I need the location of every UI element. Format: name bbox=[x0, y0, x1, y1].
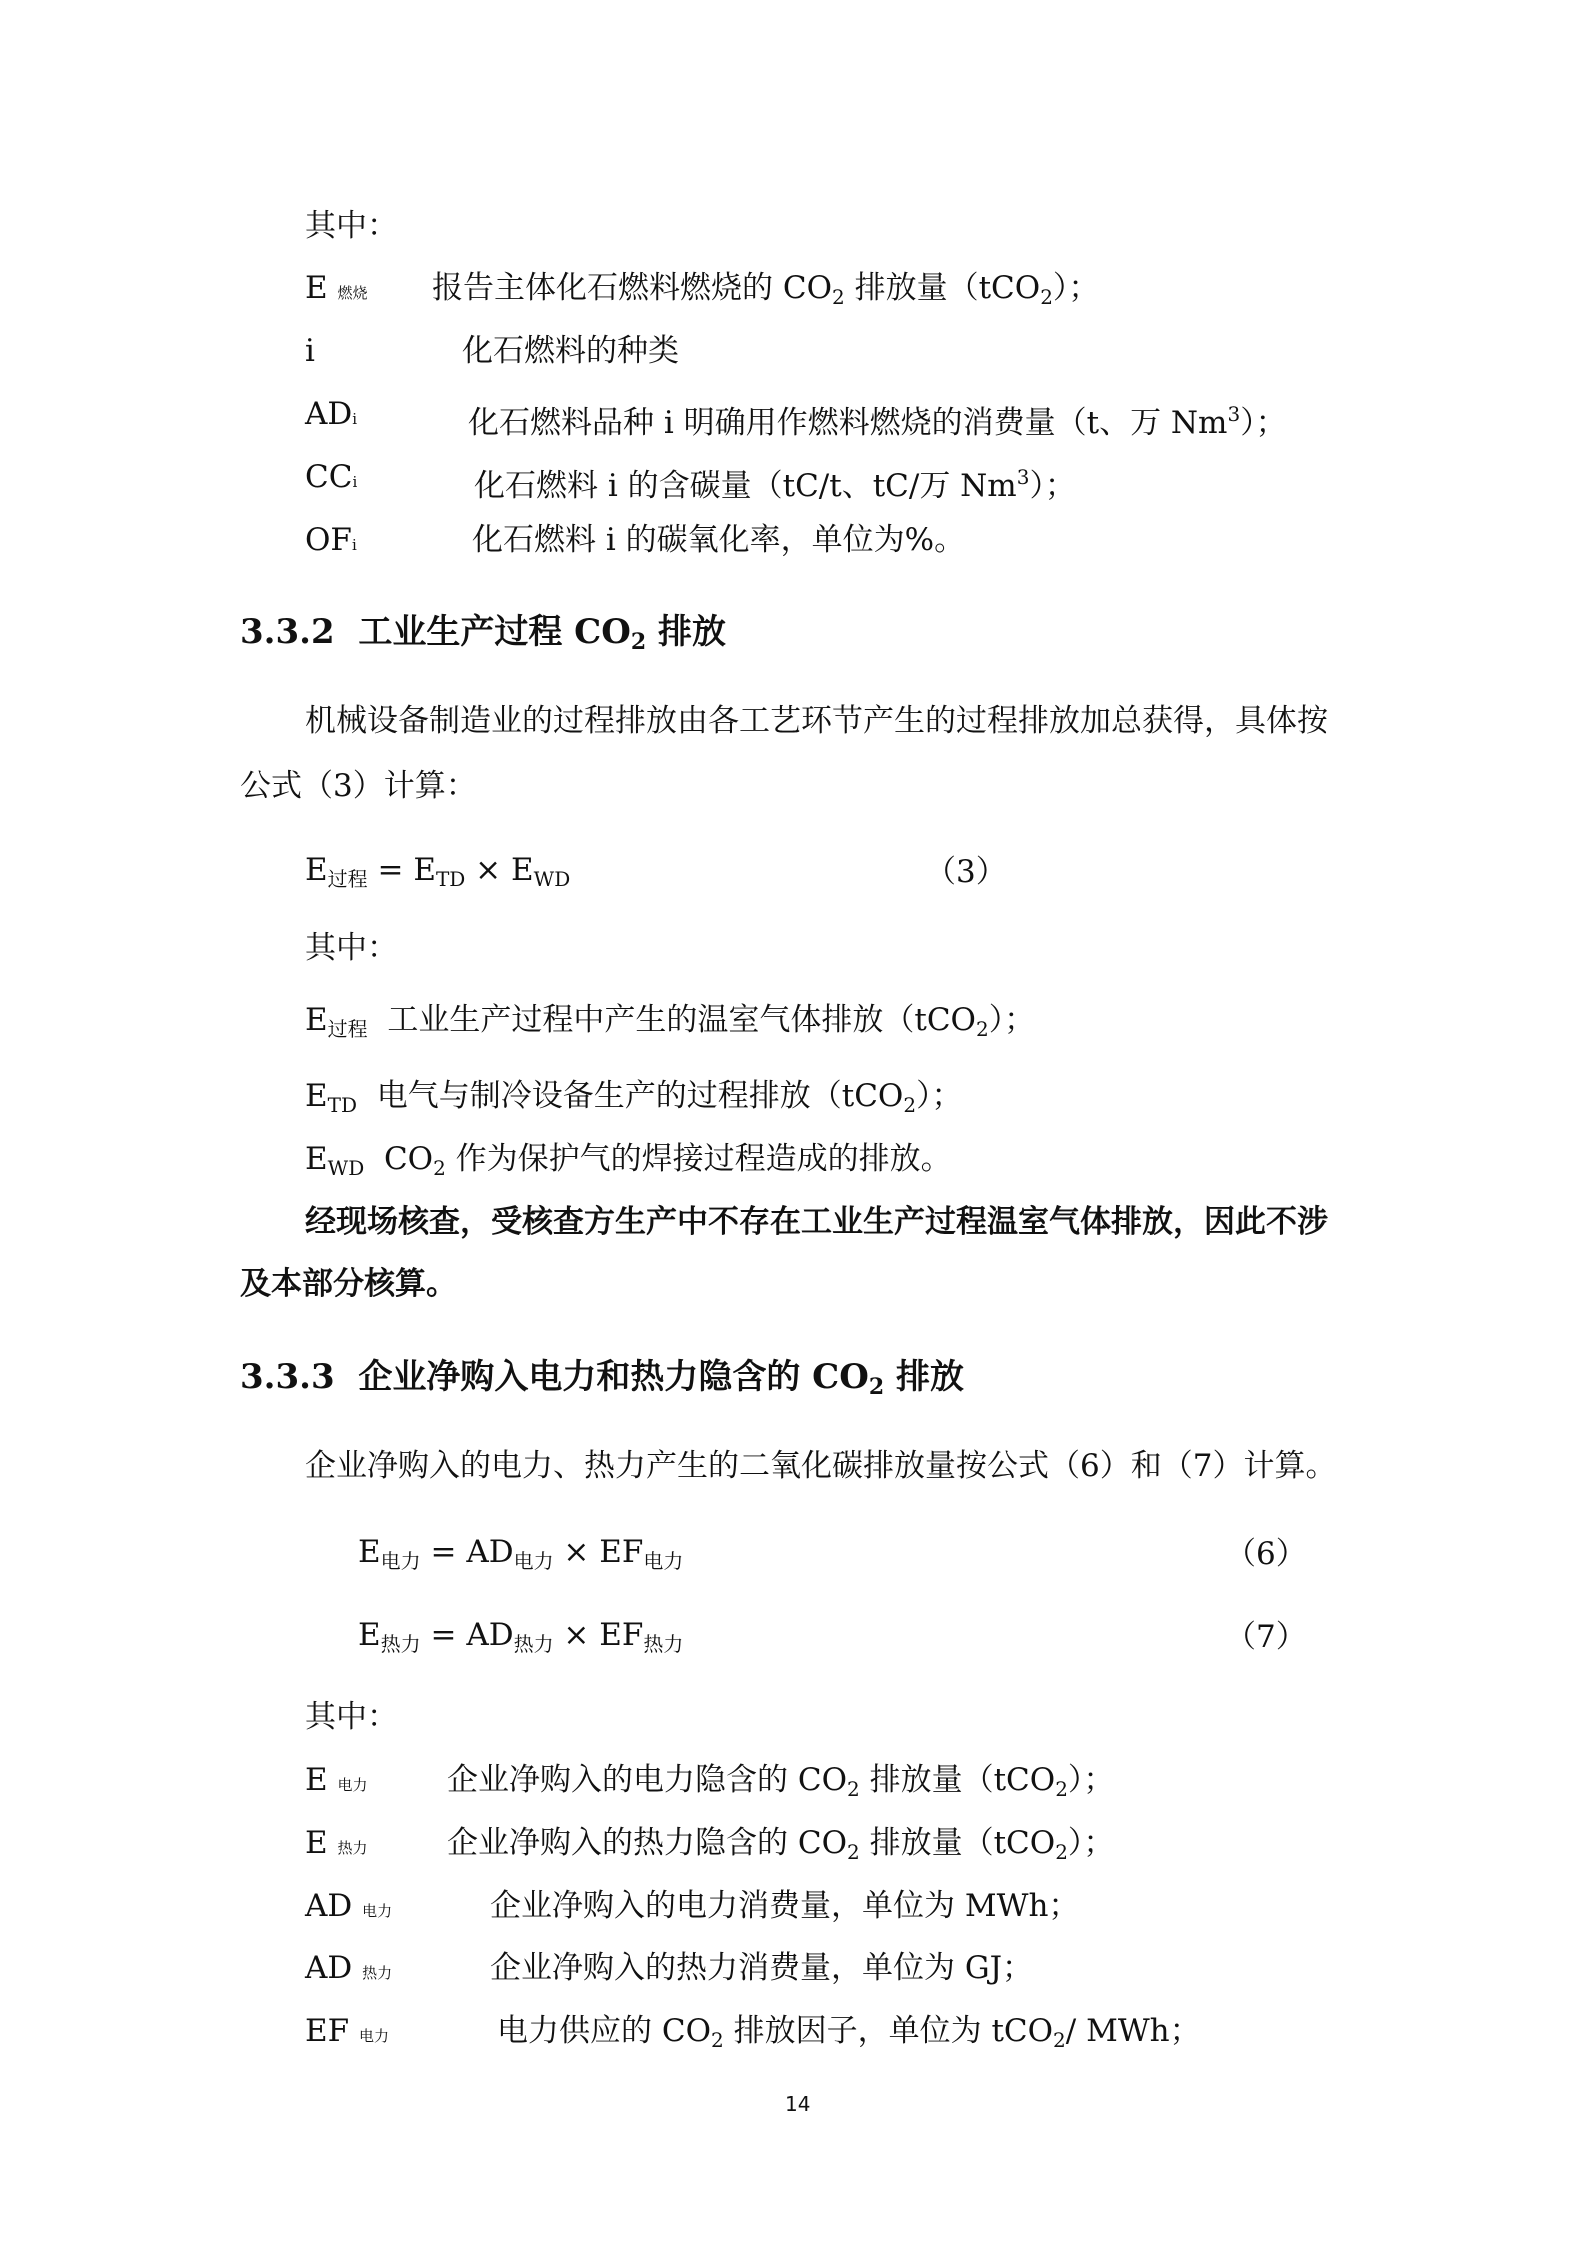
def-symbol: AD 热力 bbox=[305, 1950, 393, 1986]
def-description: 企业净购入的电力隐含的 $CO_2$ 排放量（tCO$_2$）； bbox=[447, 1762, 1115, 1801]
equation-label: （3） bbox=[925, 854, 1007, 890]
paragraph-line: 机械设备制造业的过程排放由各工艺环节产生的过程排放加总获得，具体按 bbox=[305, 703, 1328, 739]
def-row: $E_{WD}$ $CO_2$ 作为保护气的焊接过程造成的排放。 bbox=[305, 1141, 952, 1180]
conclusion-line: 及本部分核算。 bbox=[240, 1266, 457, 1302]
def-symbol: ADi bbox=[305, 396, 358, 432]
qizhong-label: 其中： bbox=[305, 208, 398, 244]
def-symbol: OFi bbox=[305, 522, 357, 558]
qizhong-label: 其中： bbox=[305, 930, 398, 966]
def-symbol: CCi bbox=[305, 459, 358, 495]
def-row: $E_{过程}$ 工业生产过程中产生的温室气体排放（tCO$_2$）； bbox=[305, 1002, 1036, 1041]
def-description: 企业净购入的电力消费量，单位为 MWh； bbox=[490, 1888, 1080, 1924]
def-symbol: EF 电力 bbox=[305, 2013, 390, 2049]
page-number: 14 bbox=[785, 2092, 811, 2116]
def-symbol: E 电力 bbox=[305, 1762, 368, 1798]
equation-6: $E_{电力} = AD_{电力} \times EF_{电力}$ bbox=[358, 1534, 684, 1573]
section-heading-3-3-3: 3.3.3 企业净购入电力和热力隐含的 $CO_2$ 排放 bbox=[240, 1357, 965, 1400]
def-description: 电力供应的 $CO_2$ 排放因子，单位为 tCO$_2$/ MWh； bbox=[497, 2013, 1201, 2052]
equation-3: $E_{过程} = E_{TD} \times E_{WD}$ bbox=[305, 852, 571, 891]
def-description: 化石燃料品种 i 明确用作燃料燃烧的消费量（t、万 Nm$^3$）； bbox=[468, 402, 1287, 441]
equation-label: （6） bbox=[1225, 1536, 1307, 1572]
def-symbol: i bbox=[305, 333, 315, 369]
section-heading-3-3-2: 3.3.2 工业生产过程 $CO_2$ 排放 bbox=[240, 612, 727, 655]
def-symbol: AD 电力 bbox=[305, 1888, 393, 1924]
def-description: 企业净购入的热力消费量，单位为 GJ； bbox=[490, 1950, 1034, 1986]
def-description: 报告主体化石燃料燃烧的 $CO_2$ 排放量（tCO$_2$）； bbox=[432, 270, 1100, 309]
def-symbol: E 燃烧 bbox=[305, 270, 368, 306]
def-row: $E_{TD}$ 电气与制冷设备生产的过程排放（tCO$_2$）； bbox=[305, 1078, 963, 1117]
def-description: 化石燃料 i 的含碳量（tC/t、tC/万 Nm$^3$）； bbox=[474, 465, 1076, 504]
equation-7: $E_{热力} = AD_{热力} \times EF_{热力}$ bbox=[358, 1617, 684, 1656]
conclusion-line: 经现场核查，受核查方生产中不存在工业生产过程温室气体排放，因此不涉 bbox=[305, 1204, 1328, 1240]
def-symbol: E 热力 bbox=[305, 1825, 368, 1861]
def-description: 化石燃料 i 的碳氧化率，单位为%。 bbox=[472, 522, 966, 558]
paragraph-line: 公式（3）计算： bbox=[240, 768, 477, 804]
qizhong-label: 其中： bbox=[305, 1699, 398, 1735]
def-description: 企业净购入的热力隐含的 $CO_2$ 排放量（tCO$_2$）； bbox=[447, 1825, 1115, 1864]
def-description: 化石燃料的种类 bbox=[462, 333, 679, 369]
paragraph-line: 企业净购入的电力、热力产生的二氧化碳排放量按公式（6）和（7）计算。 bbox=[305, 1448, 1337, 1484]
equation-label: （7） bbox=[1225, 1619, 1307, 1655]
